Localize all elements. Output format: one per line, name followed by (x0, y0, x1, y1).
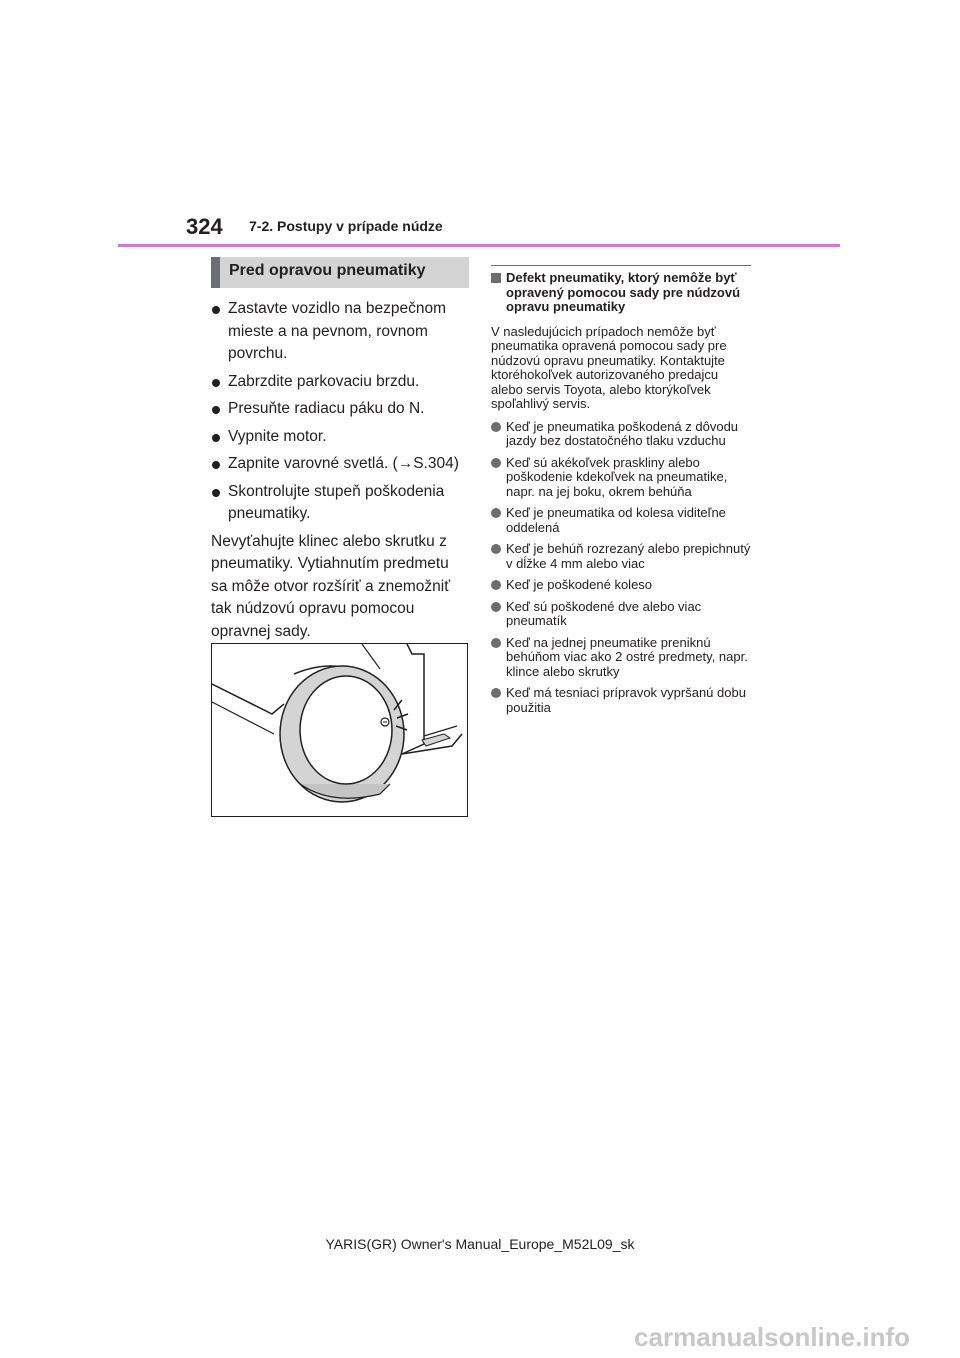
list-item (211, 398, 469, 421)
list-item-text: Vypnite motor. (228, 427, 327, 445)
right-paragraph: V nasledujúcich prípadoch nemôže byť pneumatika opravená pomocou sady pre núdzovú opravu pneumatiky. Kontaktujte ktoréhokoľvek autorizovaného predajcu alebo servis Toyota, alebo ktorýkoľvek spoľahlivý servis. (491, 323, 727, 411)
list-item-text: Keď sú akékoľvek praskliny alebo poškodenie kdekoľvek na pneumatike, napr. na jej boku, okrem behúňa (506, 454, 728, 499)
tire-puncture-illustration (211, 643, 468, 817)
bullet-icon (212, 379, 220, 387)
bullet-icon (212, 306, 220, 314)
list-item (211, 426, 469, 449)
section-heading: Pred opravou pneumatiky (229, 262, 426, 279)
bullet-icon (212, 489, 220, 497)
left-column (211, 257, 469, 643)
list-item-text: Skontrolujte stupeň poškodenia pneumatiky. (228, 482, 445, 522)
list-item (211, 453, 469, 476)
watermark: carmanualsonline.info (634, 1322, 910, 1352)
header-divider (118, 244, 840, 247)
circle-bullet-icon (491, 580, 501, 590)
warning-paragraph: Nevyťahujte klinec alebo skrutku z pneumatiky. Vytiahnutím predmetu sa môže otvor rozšíriť a znemožniť tak núdzovú opravu pomocou opravnej sady. (211, 532, 451, 640)
page-number: 324 (186, 214, 223, 239)
bullet-icon (212, 461, 220, 469)
circle-bullet-icon (491, 544, 501, 554)
preparation-steps-list (211, 298, 469, 526)
list-item (491, 420, 751, 449)
list-item (491, 506, 751, 535)
list-item (491, 542, 751, 571)
list-item (491, 456, 751, 500)
unrepairable-cases-list (491, 420, 751, 716)
list-item-text: Keď je poškodené koleso (506, 577, 653, 592)
tire-with-screw-icon (212, 644, 467, 816)
footer-manual-id: YARIS(GR) Owner's Manual_Europe_M52L09_sk (325, 1236, 635, 1252)
subheading: Defekt pneumatiky, ktorý nemôže byť opravený pomocou sady pre núdzovú opravu pneumatiky (506, 270, 741, 314)
right-column (491, 265, 751, 722)
section-title: 7-2. Postupy v prípade núdze (249, 218, 443, 234)
circle-bullet-icon (491, 638, 501, 648)
list-item-text: Zabrzdite parkovaciu brzdu. (228, 372, 420, 390)
list-item-text: Zastavte vozidlo na bezpečnom mieste a na pevnom, rovnom povrchu. (228, 300, 446, 362)
bullet-icon (212, 406, 220, 414)
list-item (211, 371, 469, 394)
list-item-text: Keď je behúň rozrezaný alebo prepichnutý v dĺžke 4 mm alebo viac (506, 541, 751, 571)
list-item-text: Keď má tesniaci prípravok vypršanú dobu použitia (506, 685, 746, 715)
circle-bullet-icon (491, 508, 501, 518)
list-item-text: Zapnite varovné svetlá. (→S.304) (228, 455, 459, 472)
list-item (211, 298, 469, 366)
list-item-text: Keď sú poškodené dve alebo viac pneumatík (506, 598, 702, 628)
bullet-icon (212, 434, 220, 442)
list-item-text: Keď na jednej pneumatike preniknú behúňom viac ako 2 ostré predmety, napr. klince alebo skrutky (506, 634, 748, 679)
list-item-text: Presuňte radiacu páku do N. (228, 400, 425, 417)
circle-bullet-icon (491, 458, 501, 468)
section-heading-box (211, 257, 469, 288)
square-bullet-icon (491, 273, 501, 283)
list-item-text: Keď je pneumatika poškodená z dôvodu jazdy bez dostatočného tlaku vzduchu (506, 418, 739, 448)
right-divider (491, 265, 751, 266)
list-item (491, 636, 751, 680)
list-item (491, 578, 751, 593)
list-item (491, 600, 751, 629)
circle-bullet-icon (491, 422, 501, 432)
circle-bullet-icon (491, 602, 501, 612)
list-item (211, 481, 469, 526)
list-item (491, 686, 751, 715)
subheading-block (491, 271, 751, 315)
circle-bullet-icon (491, 688, 501, 698)
list-item-text: Keď je pneumatika od kolesa viditeľne oddelená (506, 505, 726, 535)
